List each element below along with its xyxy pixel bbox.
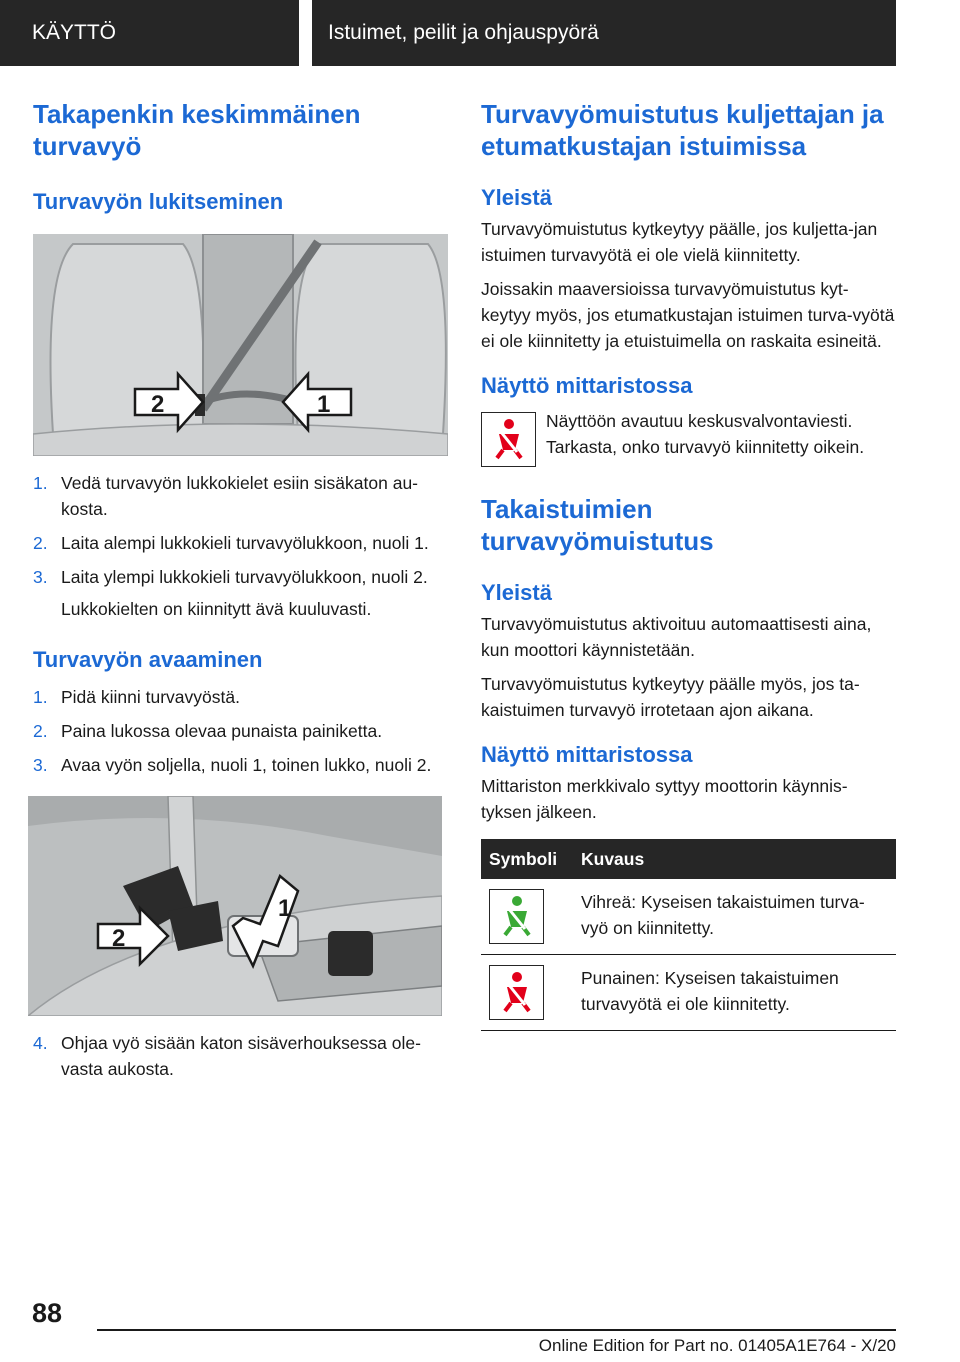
arrow-label-2: 2 bbox=[112, 925, 126, 952]
rear-paragraph-2: Turvavyömuistutus kytkeytyy päälle myös, jos ta‐kaistuimen turvavyö irrotetaan ajon aikana. bbox=[481, 674, 860, 720]
open-steps-list bbox=[33, 684, 448, 778]
buckle-illustration bbox=[28, 796, 442, 1016]
seatbelt-warning-icon bbox=[481, 412, 536, 467]
seatbelt-red-icon bbox=[489, 965, 544, 1020]
heading-lock-belt: Turvavyön lukitseminen bbox=[33, 189, 284, 214]
section-title-rear-reminder: Takaistuimien turvavyömuistutus bbox=[481, 494, 714, 556]
general-paragraph-1: Turvavyömuistutus kytkeytyy päälle, jos kuljetta‐jan istuimen turvavyötä ei ole vielä kiinnitetty. bbox=[481, 219, 878, 265]
arrow-label-1: 1 bbox=[278, 895, 292, 922]
heading-rear-instrument-display: Näyttö mittaristossa bbox=[481, 742, 693, 767]
column-header-description: Kuvaus bbox=[573, 839, 896, 879]
arrow-label-2: 2 bbox=[151, 391, 165, 418]
heading-general: Yleistä bbox=[481, 185, 552, 210]
rear-paragraph-1: Turvavyömuistutus aktivoituu automaattisesti aina, kun moottori käynnistetään. bbox=[481, 614, 872, 660]
heading-instrument-display: Näyttö mittaristossa bbox=[481, 373, 693, 398]
list-item: 2. Paina lukossa olevaa punaista painiketta. bbox=[33, 721, 383, 741]
figure-rear-seat-belt bbox=[33, 234, 448, 456]
edition-info: Online Edition for Part no. 01405A1E764 - X/20 bbox=[538, 1336, 896, 1355]
rear-seat-illustration bbox=[33, 234, 448, 456]
lock-note: Lukkokielten on kiinnitytt ävä kuuluvasti. bbox=[61, 599, 372, 619]
seatbelt-green-icon bbox=[489, 889, 544, 944]
list-item: 2. Laita alempi lukkokieli turvavyölukkoon, nuoli 1. bbox=[33, 533, 429, 553]
final-step-list bbox=[33, 1030, 448, 1082]
section-tab: KÄYTTÖ bbox=[0, 0, 299, 66]
list-item: 4. Ohjaa vyö sisään katon sisäverhouksessa ole‐vasta aukosta. bbox=[33, 1033, 421, 1079]
page-header bbox=[0, 0, 960, 66]
table-cell-description: Punainen: Kyseisen takaistuimen turvavyötä ei ole kiinnitetty. bbox=[573, 955, 896, 1031]
symbol-table bbox=[481, 839, 896, 1031]
table-cell-description: Vihreä: Kyseisen takaistuimen turva‐vyö on kiinnitetty. bbox=[573, 879, 896, 955]
left-column bbox=[33, 98, 448, 1090]
figure-belt-buckle bbox=[28, 796, 442, 1016]
list-item: 3. Avaa vyön soljella, nuoli 1, toinen lukko, nuoli 2. bbox=[33, 755, 432, 775]
section-title-rear-center-belt: Takapenkin keskimmäinen turvavyö bbox=[33, 99, 361, 161]
table-header-row bbox=[481, 839, 896, 879]
list-item: 1. Vedä turvavyön lukkokielet esiin sisäkaton au‐kosta. bbox=[33, 473, 419, 519]
right-column bbox=[481, 98, 896, 1031]
display-info-row bbox=[481, 408, 896, 467]
section-title-front-reminder: Turvavyömuistutus kuljettajan ja etumatkustajan istuimissa bbox=[481, 99, 884, 161]
table-row bbox=[481, 879, 896, 955]
footer-divider bbox=[97, 1329, 896, 1331]
chapter-title: Istuimet, peilit ja ohjauspyörä bbox=[312, 0, 896, 66]
display-info-text: Näyttöön avautuu keskusvalvontaviesti. Tarkasta, onko turvavyö kiinnitetty oikein. bbox=[546, 411, 865, 457]
general-paragraph-2: Joissakin maaversioissa turvavyömuistutus kyt‐keytyy myös, jos etumatkustajan istuimen turva‐vyötä ei ole kiinnitetty ja etuistuimella on raskaita esineitä. bbox=[481, 279, 895, 351]
rear-display-text: Mittariston merkkivalo syttyy moottorin käynnis‐tyksen jälkeen. bbox=[481, 776, 848, 822]
heading-rear-general: Yleistä bbox=[481, 580, 552, 605]
page-number: 88 bbox=[32, 1298, 63, 1328]
list-item: 3. Laita ylempi lukkokieli turvavyölukkoon, nuoli 2. bbox=[33, 567, 428, 587]
column-header-symbol: Symboli bbox=[481, 839, 573, 879]
heading-open-belt: Turvavyön avaaminen bbox=[33, 647, 263, 672]
lock-steps-list bbox=[33, 470, 448, 590]
table-row bbox=[481, 955, 896, 1031]
list-item: 1. Pidä kiinni turvavyöstä. bbox=[33, 687, 240, 707]
arrow-label-1: 1 bbox=[317, 391, 331, 418]
